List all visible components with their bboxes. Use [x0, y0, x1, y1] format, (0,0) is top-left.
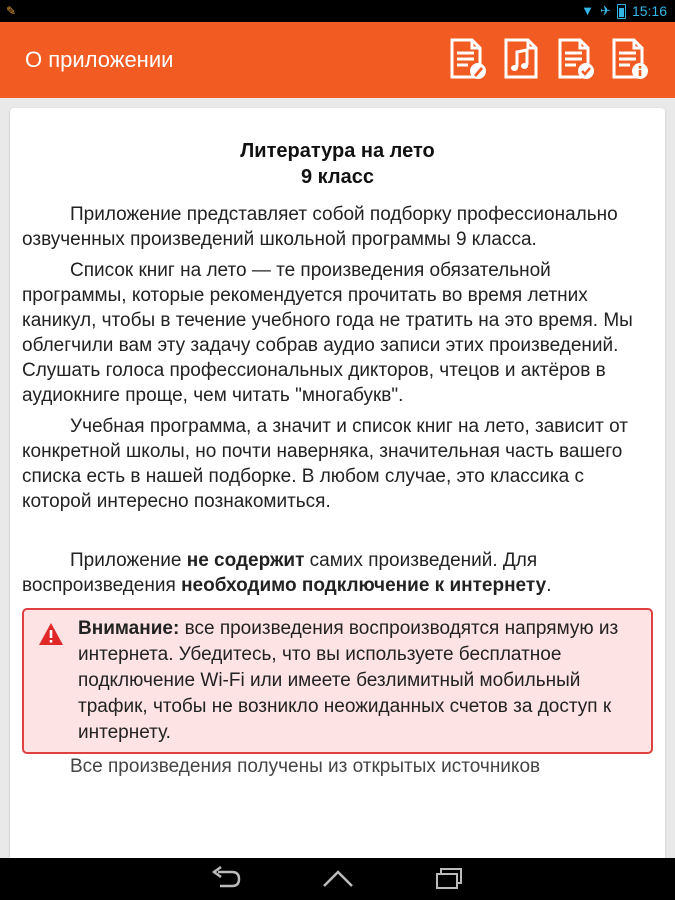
paragraph-intro: Приложение представляет собой подборку профессионально озвученных произведений школьной программы 9 класса.	[22, 204, 618, 250]
article-title-line1: Литература на лето	[240, 140, 435, 162]
article-title-line2: 9 класс	[300, 166, 374, 188]
paragraph-internet-required	[22, 548, 653, 598]
app-bar	[0, 22, 675, 98]
status-time: 15:16	[631, 3, 667, 19]
airplane-mode-icon: ✈	[600, 3, 611, 18]
back-icon[interactable]	[208, 866, 244, 892]
battery-icon	[617, 4, 626, 19]
paragraph-book-list: Список книг на лето — те произведения обязательной программы, которые рекомендуется прочитать во время летних каникул, чтобы в течение учебного года не тратить на это время. Мы облегчили вам эту задачу собрав аудио записи этих произведений. Слушать голоса профессиональных дикторов, чтецов и актёров в аудиокниге проще, чем читать "многабукв".	[22, 260, 633, 406]
checked-document-button[interactable]	[555, 36, 597, 82]
paragraph-sources: Все произведения получены из открытых источников	[70, 756, 541, 777]
recent-apps-icon[interactable]	[432, 866, 468, 892]
emphasis-not-contains: не содержит	[186, 550, 305, 571]
info-document-button[interactable]	[609, 36, 651, 82]
warning-text: все произведения воспроизводятся напрямую из интернета. Убедитесь, что вы используете бесплатное подключение Wi-Fi или имеете безлимитный мобильный трафик, чтобы не возникло неожиданных счетов за доступ к интернету.	[78, 618, 619, 743]
edit-document-button[interactable]	[447, 36, 489, 82]
paragraph-text: .	[546, 575, 552, 596]
emphasis-internet-required: необходимо подключение к интернету	[181, 575, 547, 596]
warning-box	[22, 608, 653, 754]
paragraph-text: самих произведений. Для воспроизведения	[22, 550, 538, 596]
article-title	[10, 138, 665, 190]
toolbar-actions	[447, 36, 651, 82]
info-document-icon	[610, 37, 650, 81]
paragraph-text: Приложение	[70, 550, 187, 571]
paragraph-program: Учебная программа, а значит и список книг на лето, зависит от конкретной школы, но почти наверняка, значительная часть вашего списка есть в нашей подборке. В любом случае, это классика с которой интересно познакомиться.	[22, 416, 628, 512]
status-bar	[0, 0, 675, 22]
home-icon[interactable]	[320, 866, 356, 892]
about-card	[10, 108, 665, 868]
wifi-icon: ▼	[581, 3, 595, 18]
warning-icon	[38, 622, 64, 646]
page-title: О приложении	[25, 47, 174, 72]
notification-icon: ✎	[6, 4, 17, 18]
checked-document-icon	[556, 37, 596, 81]
warning-label: Внимание:	[78, 618, 180, 639]
edit-document-icon	[448, 37, 488, 81]
navigation-bar	[0, 858, 675, 900]
music-document-button[interactable]	[501, 36, 543, 82]
music-document-icon	[502, 37, 542, 81]
article-content	[10, 202, 665, 779]
